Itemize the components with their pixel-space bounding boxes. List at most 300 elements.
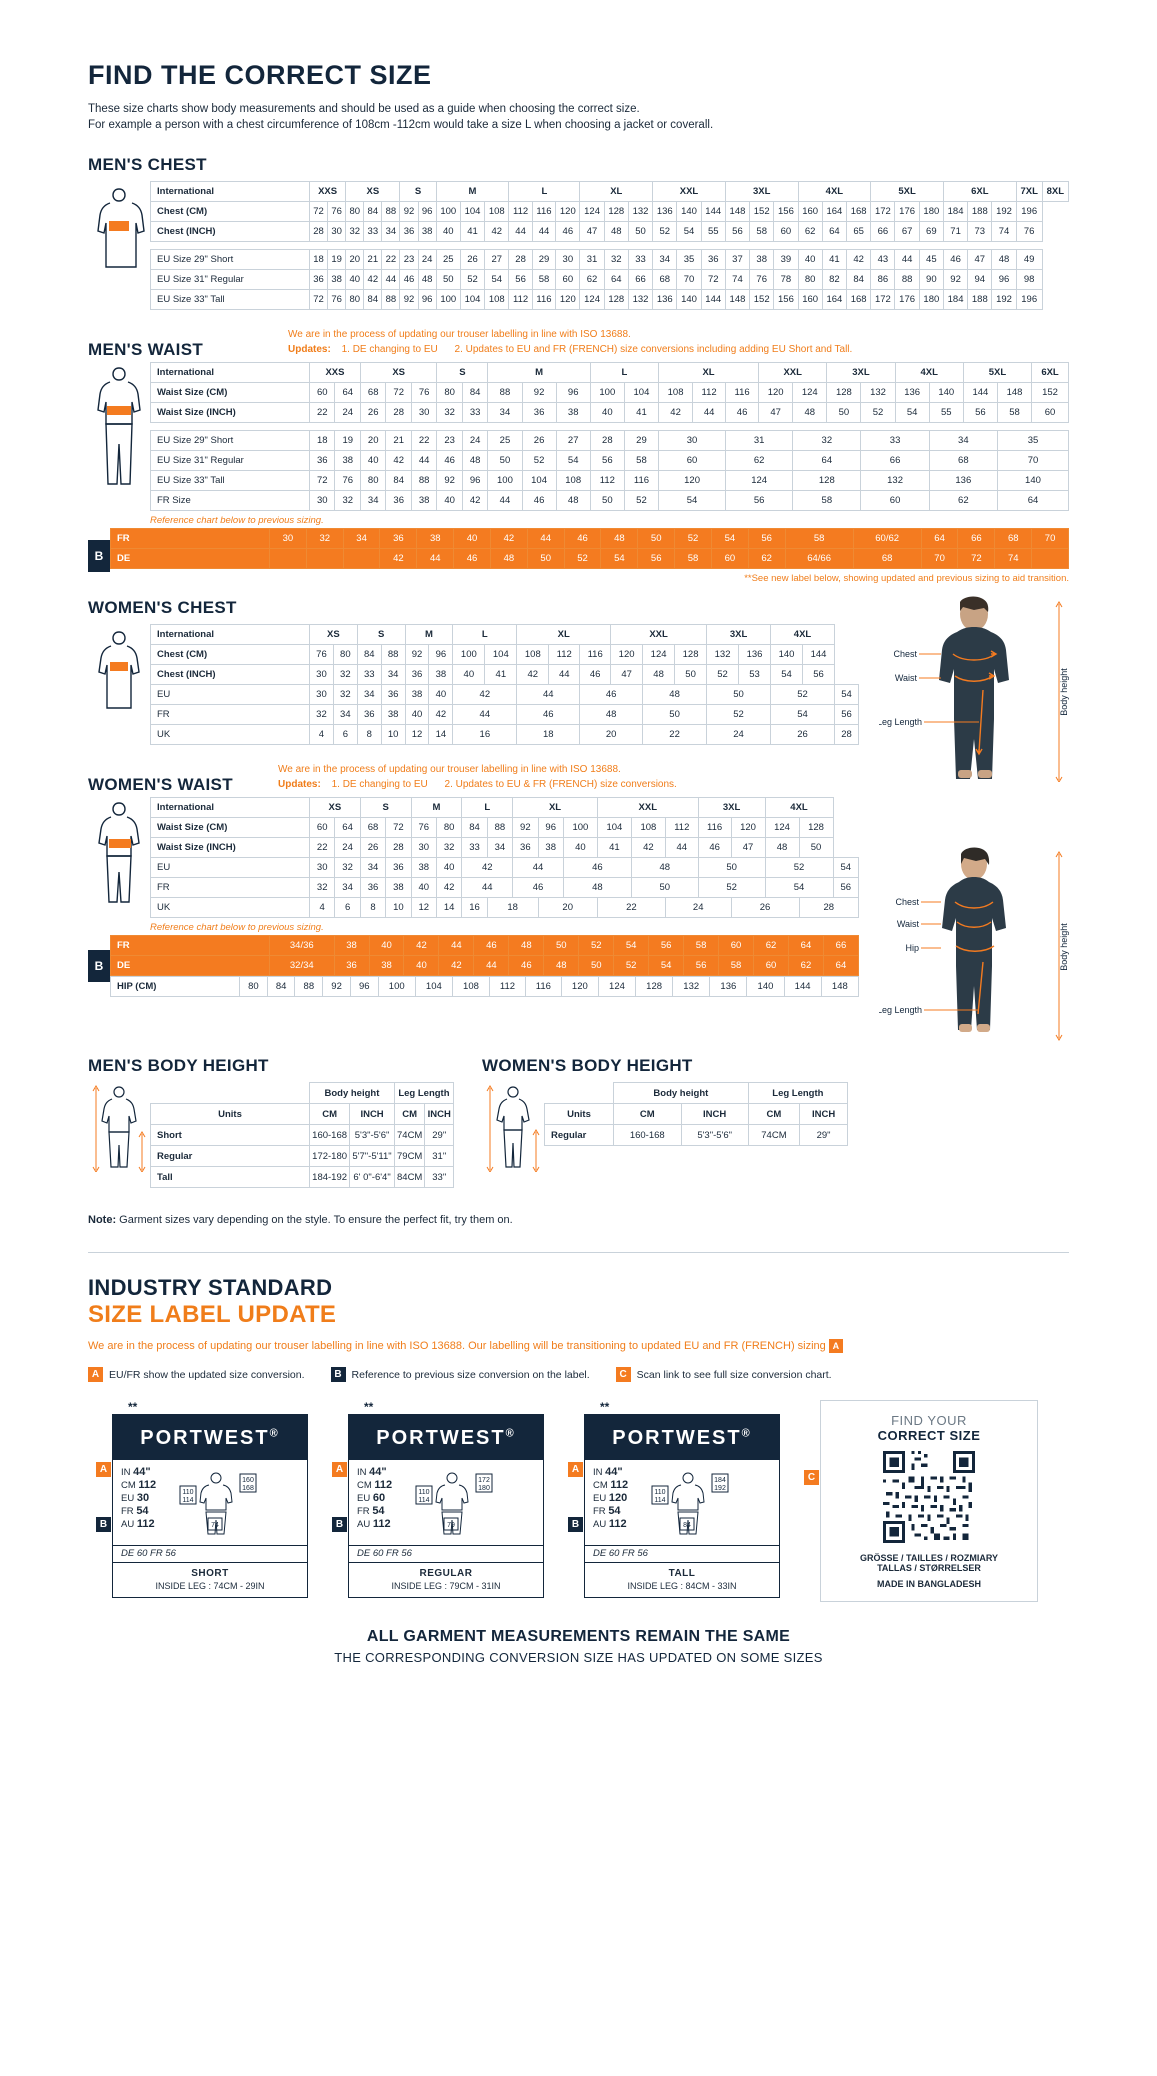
cell: 46: [454, 549, 491, 569]
cell: 108: [452, 977, 489, 997]
svg-text:Body height: Body height: [1059, 668, 1069, 716]
size-header: 5XL: [963, 363, 1031, 383]
cell: 124: [598, 977, 635, 997]
cell: 50: [628, 222, 652, 242]
cell: 79CM: [394, 1146, 425, 1167]
svg-text:Leg Length: Leg Length: [879, 717, 922, 727]
cell: 64: [788, 936, 823, 956]
table-row: [111, 549, 1069, 569]
cell: 60: [861, 491, 929, 511]
cell: 46: [698, 838, 731, 858]
cell: 124: [580, 202, 604, 222]
cell: 140: [929, 383, 963, 403]
size-header: 7XL: [1016, 182, 1042, 202]
cell: 42: [485, 222, 509, 242]
table-row: [151, 645, 859, 665]
cell: 120: [759, 383, 793, 403]
cell: 76: [310, 645, 334, 665]
cell: 32: [436, 838, 461, 858]
cell: 28: [509, 250, 532, 270]
cell: 74: [992, 222, 1016, 242]
label-inside-leg: INSIDE LEG : 74CM - 29IN: [155, 1581, 265, 1591]
cell: 52: [707, 705, 771, 725]
row-key: AU: [593, 1519, 607, 1530]
female-waist-figure-icon: [88, 797, 150, 912]
cell: 116: [525, 977, 561, 997]
row-label: EU Size 33" Tall: [151, 290, 310, 310]
a-tag-badge: A: [332, 1462, 347, 1477]
cell: 70: [997, 451, 1068, 471]
label-fit: REGULAR: [419, 1568, 473, 1579]
row-val: 112: [374, 1479, 393, 1491]
cell: 58: [785, 529, 853, 549]
cell: 124: [793, 383, 827, 403]
cell: 66: [958, 529, 995, 549]
cell: 196: [1016, 202, 1042, 222]
cell: 100: [378, 977, 415, 997]
cell: 32: [306, 529, 343, 549]
cell: 80: [346, 202, 364, 222]
row-label: FR: [151, 705, 310, 725]
cell: 47: [611, 665, 643, 685]
cell: 116: [726, 383, 759, 403]
cell: 26: [522, 431, 556, 451]
cell: 152: [750, 290, 774, 310]
cell: 60: [659, 451, 726, 471]
cell: 33: [357, 665, 381, 685]
cell: 116: [624, 471, 658, 491]
cell: 36: [381, 685, 405, 705]
cell: 42: [517, 665, 549, 685]
cell: 30: [270, 529, 307, 549]
cell: 60: [774, 222, 798, 242]
label-cards: [88, 1400, 1069, 1602]
row-key: IN: [593, 1467, 603, 1478]
womens-hip-table: [110, 976, 859, 997]
cell: 30: [659, 431, 726, 451]
cell: 21: [386, 431, 411, 451]
womens-chest-title: WOMEN'S CHEST: [88, 598, 237, 617]
legend-text-b: Reference to previous size conversion on the label.: [351, 1368, 590, 1381]
cell: 40: [798, 250, 822, 270]
cell: 19: [335, 431, 360, 451]
c-tag-badge: C: [804, 1470, 819, 1485]
closing-line-1: ALL GARMENT MEASUREMENTS REMAIN THE SAME: [366, 1628, 791, 1645]
table-row: [545, 1104, 848, 1125]
cell: 34: [653, 250, 677, 270]
cell: 10: [386, 898, 411, 918]
table-row: [151, 898, 859, 918]
cell: 108: [631, 818, 665, 838]
b-tag-badge: B: [88, 540, 110, 572]
womens-body-height-title: WOMEN'S BODY HEIGHT: [482, 1056, 693, 1075]
cell: 168: [847, 290, 871, 310]
cell: 112: [509, 290, 532, 310]
cell: 38: [429, 665, 453, 685]
cell: 96: [992, 270, 1016, 290]
label-size-rows: [117, 1466, 156, 1543]
table-row: [151, 383, 1069, 403]
cell: 68: [653, 270, 677, 290]
row-label: Chest (CM): [151, 645, 310, 665]
cell: 29": [425, 1125, 454, 1146]
table-row: [151, 250, 1069, 270]
cell: 8: [357, 725, 381, 745]
cell: 66: [628, 270, 652, 290]
cell: 132: [628, 202, 652, 222]
cell: 84: [364, 202, 382, 222]
label-size-rows: [589, 1466, 628, 1543]
industry-title-1: INDUSTRY STANDARD: [88, 1275, 333, 1300]
cell: 54: [771, 705, 835, 725]
cell: 40: [436, 222, 460, 242]
label-footer: [349, 1562, 543, 1597]
cell: 40: [369, 936, 404, 956]
cell: 76: [328, 290, 346, 310]
size-header: XXL: [653, 182, 726, 202]
cell: 38: [381, 705, 405, 725]
cell: 52: [624, 491, 658, 511]
cell: 120: [731, 818, 765, 838]
cell: 24: [462, 431, 487, 451]
table-row: [151, 665, 859, 685]
row-key: FR: [357, 1506, 370, 1517]
mens-waist-ref-note: Reference chart below to previous sizing.: [150, 515, 324, 526]
cell: 42: [462, 858, 513, 878]
cell: 84: [267, 977, 295, 997]
row-key: FR: [593, 1506, 606, 1517]
industry-title-2: SIZE LABEL UPDATE: [88, 1301, 337, 1328]
row-label: EU Size 31" Regular: [151, 270, 310, 290]
cell: 84: [364, 290, 382, 310]
cell: 64: [921, 529, 958, 549]
svg-text:Waist: Waist: [894, 673, 917, 683]
cell: 46: [943, 250, 967, 270]
qr-card[interactable]: [820, 1400, 1038, 1602]
cell: 36: [380, 529, 417, 549]
size-header: XXL: [759, 363, 827, 383]
svg-text:Chest: Chest: [895, 897, 919, 907]
table-row: [151, 270, 1069, 290]
size-header: XS: [360, 363, 436, 383]
cell: 68: [929, 451, 997, 471]
cell: 50: [488, 451, 522, 471]
label-footer: [113, 1562, 307, 1597]
cell: 80: [240, 977, 268, 997]
table-row: [111, 529, 1069, 549]
cell: 30: [411, 838, 436, 858]
cell: 41: [485, 665, 517, 685]
cell: 100: [563, 818, 597, 838]
row-label: UK: [151, 725, 310, 745]
cell: 180: [919, 290, 943, 310]
cell: 82: [822, 270, 846, 290]
row-label: FR Size: [151, 491, 310, 511]
mens-waist-previous-table: [110, 528, 1069, 569]
cell: 128: [604, 290, 628, 310]
cell: 92: [522, 383, 556, 403]
a-tag-badge: A: [96, 1462, 111, 1477]
cell: 64: [335, 818, 360, 838]
cell: 27: [556, 431, 590, 451]
cell: 120: [556, 290, 580, 310]
cell: 28: [310, 222, 328, 242]
cell: 50: [579, 956, 614, 976]
cell: 132: [861, 383, 895, 403]
cell: 26: [360, 403, 385, 423]
cell: 12: [405, 725, 429, 745]
row-label: FR: [111, 936, 270, 956]
svg-text:114: 114: [654, 1497, 666, 1504]
row-label: Chest (INCH): [151, 222, 310, 242]
cell: 112: [665, 818, 698, 838]
cell: 44: [439, 936, 474, 956]
label-card-tall: [568, 1400, 780, 1598]
label-figure-icon: [628, 1466, 775, 1543]
row-label: Chest (CM): [151, 202, 310, 222]
table-row: [151, 818, 859, 838]
cell: 48: [643, 685, 707, 705]
cell: 128: [799, 818, 833, 838]
cell: 62: [929, 491, 997, 511]
cell: 124: [580, 290, 604, 310]
mens-waist-title: MEN'S WAIST: [88, 340, 204, 359]
mens-waist-updates-label: Updates:: [288, 344, 331, 355]
table-row: [151, 725, 859, 745]
qr-card-wrap: [804, 1400, 1038, 1602]
cell: 100: [590, 383, 624, 403]
cell: 34: [360, 491, 385, 511]
cell: 71: [943, 222, 967, 242]
cell: 160-168: [310, 1125, 350, 1146]
model-illustrations: [879, 584, 1069, 1042]
cell: 69: [919, 222, 943, 242]
cell: 50: [827, 403, 861, 423]
cell: 128: [793, 471, 861, 491]
womens-waist-title: WOMEN'S WAIST: [88, 775, 233, 794]
womens-waist-update-1: 1. DE changing to EU: [331, 779, 428, 790]
cell: 47: [580, 222, 604, 242]
mens-waist-block: [88, 362, 1069, 528]
cell: 52: [460, 270, 484, 290]
size-header: 4XL: [765, 798, 833, 818]
cell: 38: [386, 878, 411, 898]
cell: 88: [411, 471, 436, 491]
row-label: EU: [151, 685, 310, 705]
legend-item-a: [88, 1367, 305, 1382]
cell: 47: [968, 250, 992, 270]
cell: 46: [726, 403, 759, 423]
cell: 28: [835, 725, 859, 745]
cell: 36: [334, 956, 369, 976]
cell: 41: [597, 838, 631, 858]
size-header: M: [411, 798, 462, 818]
svg-text:110: 110: [654, 1489, 666, 1496]
cell: 148: [725, 202, 749, 222]
row-label: Waist Size (INCH): [151, 838, 310, 858]
brand-logo: [113, 1415, 307, 1460]
cell: 46: [522, 491, 556, 511]
cell: 48: [601, 529, 638, 549]
cell: 60: [711, 549, 748, 569]
cell: 58: [997, 403, 1031, 423]
legend-item-c: [616, 1367, 832, 1382]
size-header: 3XL: [725, 182, 798, 202]
cell: 48: [556, 491, 590, 511]
cell: 26: [360, 838, 385, 858]
cell: 41: [460, 222, 484, 242]
svg-text:110: 110: [418, 1489, 430, 1496]
cell: 54: [614, 936, 649, 956]
cell: 36: [357, 705, 381, 725]
cell: 140: [747, 977, 784, 997]
sub-header: INCH: [681, 1104, 748, 1125]
size-header: 4XL: [895, 363, 963, 383]
fit-note-label: Note:: [88, 1214, 117, 1226]
cell: 34: [335, 878, 360, 898]
cell: 100: [453, 645, 485, 665]
cell: 50: [527, 549, 564, 569]
a-tag-badge: A: [829, 1339, 843, 1353]
row-label: Waist Size (INCH): [151, 403, 310, 423]
size-header: 4XL: [798, 182, 871, 202]
cell: 53: [739, 665, 771, 685]
size-header: XL: [517, 625, 611, 645]
group-header: Leg Length: [748, 1083, 847, 1104]
cell: 50: [631, 878, 698, 898]
cell: 56: [638, 549, 675, 569]
cell: 44: [895, 250, 919, 270]
cell: 136: [653, 290, 677, 310]
cell: 20: [580, 725, 643, 745]
table-row: [151, 1083, 454, 1104]
cell: 156: [774, 202, 798, 222]
mens-chest-block: [88, 181, 1069, 310]
closing-note: [88, 1628, 1069, 1665]
cell: 104: [597, 818, 631, 838]
row-label: EU Size 33" Tall: [151, 471, 310, 491]
cell: 140: [677, 202, 701, 222]
cell: 27: [485, 250, 509, 270]
cell: 47: [731, 838, 765, 858]
female-height-figure-icon: [482, 1082, 544, 1177]
cell: 100: [436, 290, 460, 310]
cell: 41: [822, 250, 846, 270]
cell: 6: [335, 898, 360, 918]
cell: 55: [701, 222, 725, 242]
cell: 116: [532, 290, 555, 310]
mens-body-height-table: [150, 1082, 454, 1188]
cell: 65: [847, 222, 871, 242]
cell: 56: [963, 403, 997, 423]
cell: 34/36: [270, 936, 335, 956]
cell: 62: [798, 222, 822, 242]
b-tag-badge: B: [96, 1517, 111, 1532]
womens-waist-previous-sizing: [88, 935, 859, 997]
cell: 50: [707, 685, 771, 705]
cell: 74CM: [394, 1125, 425, 1146]
row-val: 120: [608, 1492, 628, 1504]
cell: 24: [707, 725, 771, 745]
table-row: [111, 977, 859, 997]
cell: 46: [474, 936, 509, 956]
table-row: [151, 1104, 454, 1125]
cell: 50: [698, 858, 765, 878]
size-header: XXL: [611, 625, 707, 645]
row-val: 112: [138, 1479, 157, 1491]
intro-line-2: For example a person with a chest circumference of 108cm -112cm would take a size L when choosing a jacket or coverall.: [88, 119, 714, 131]
sub-header: Units: [151, 1104, 310, 1125]
svg-text:184: 184: [714, 1477, 727, 1484]
cell: 60/62: [853, 529, 921, 549]
cell: 16: [453, 725, 517, 745]
cell: 76: [328, 202, 346, 222]
row-label: Chest (INCH): [151, 665, 310, 685]
cell: 24: [335, 838, 360, 858]
cell: 47: [759, 403, 793, 423]
cell: 58: [624, 451, 658, 471]
cell: 16: [462, 898, 487, 918]
cell: 38: [334, 936, 369, 956]
group-header: Body height: [310, 1083, 395, 1104]
cell: 45: [919, 250, 943, 270]
cell: 52: [707, 665, 739, 685]
cell: 164: [822, 202, 846, 222]
cell: 72: [310, 471, 335, 491]
cell: 32: [333, 685, 357, 705]
cell: 84: [462, 818, 487, 838]
cell: 172-180: [310, 1146, 350, 1167]
qr-code-icon[interactable]: [883, 1451, 975, 1543]
cell: 48: [544, 956, 579, 976]
cell: 84CM: [394, 1167, 425, 1188]
cell: 34: [381, 665, 405, 685]
cell: 144: [701, 202, 725, 222]
table-row: [545, 1125, 848, 1146]
svg-text:180: 180: [478, 1485, 491, 1492]
row-val: 54: [608, 1505, 621, 1517]
table-row: [545, 1083, 848, 1104]
cell: 72: [701, 270, 725, 290]
fit-note-text: Garment sizes vary depending on the style. To ensure the perfect fit, try them on.: [116, 1214, 513, 1226]
cell: 26: [460, 250, 484, 270]
cell: 33: [861, 431, 929, 451]
cell: 70: [1032, 529, 1069, 549]
cell: 34: [357, 685, 381, 705]
cell: 32: [346, 222, 364, 242]
cell: 184-192: [310, 1167, 350, 1188]
cell: 58: [793, 491, 861, 511]
cell: 62: [754, 936, 789, 956]
row-key: CM: [357, 1480, 372, 1491]
table-row: [151, 798, 859, 818]
cell: 62: [748, 549, 785, 569]
cell: 49: [1016, 250, 1042, 270]
cell: 6: [333, 725, 357, 745]
male-height-figure-icon: [88, 1082, 150, 1177]
cell: 44: [509, 222, 532, 242]
cell: 30: [556, 250, 580, 270]
cell: 120: [659, 471, 726, 491]
cell: 84: [357, 645, 381, 665]
cell: 92: [437, 471, 462, 491]
cell: 34: [929, 431, 997, 451]
cell: 160-168: [614, 1125, 682, 1146]
cell: 58: [532, 270, 555, 290]
cell: 104: [460, 202, 484, 222]
cell: 100: [488, 471, 522, 491]
cell: 64/66: [785, 549, 853, 569]
